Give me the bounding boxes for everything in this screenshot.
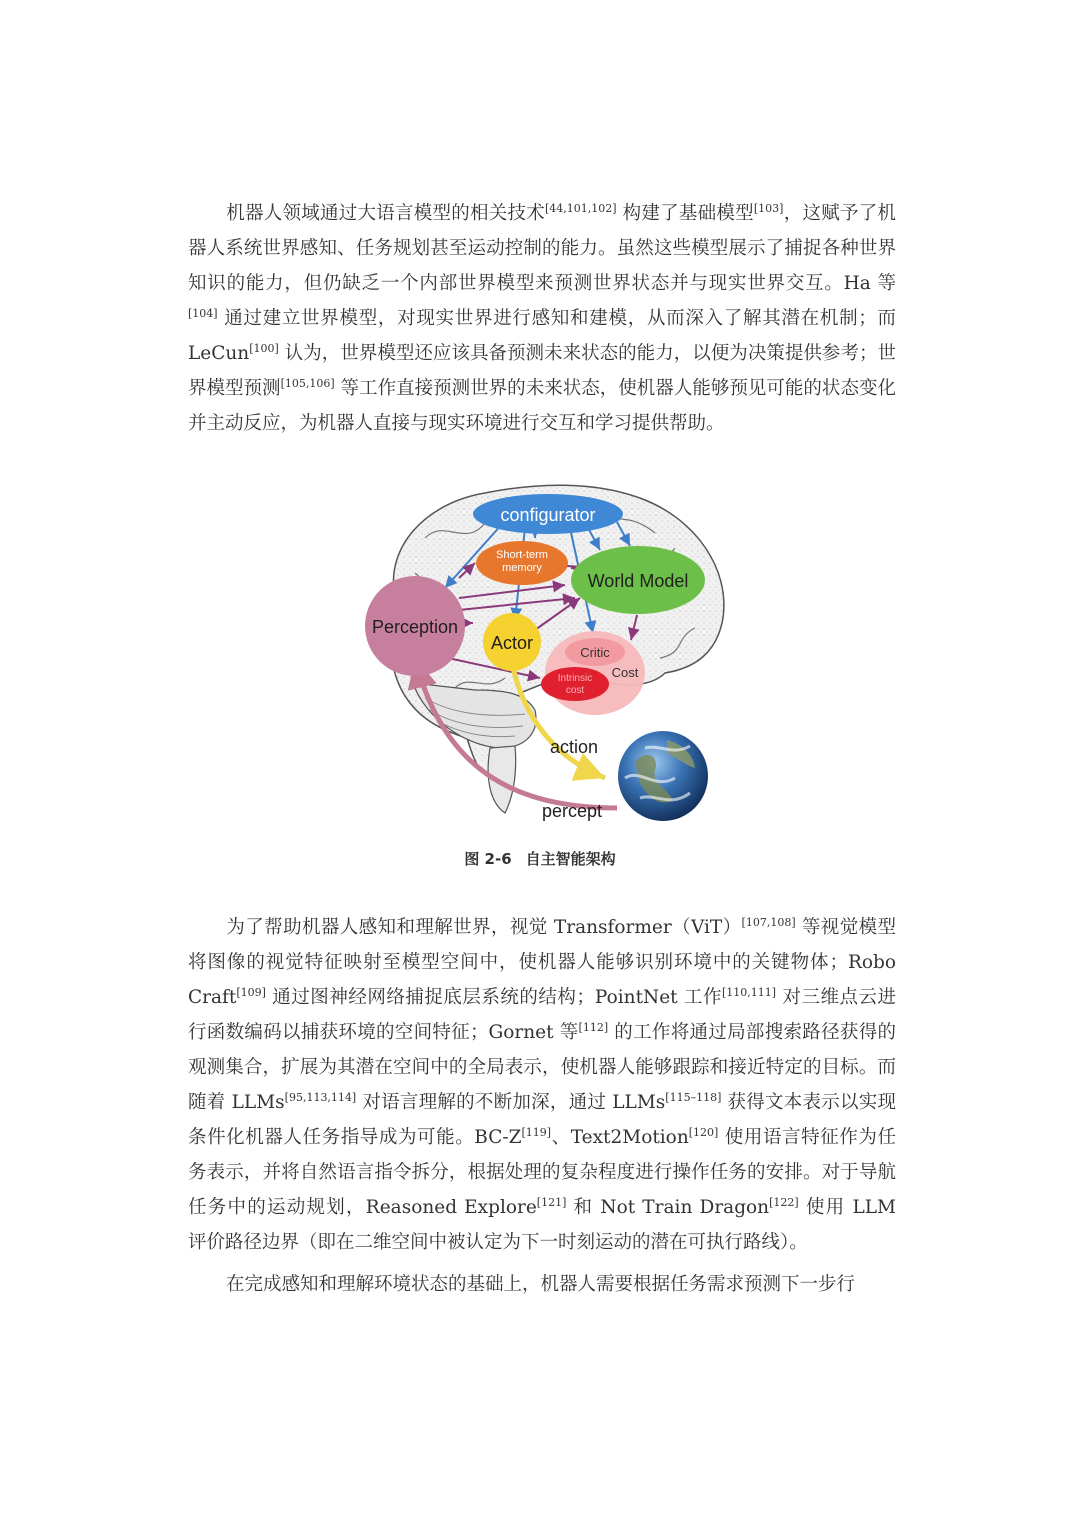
paragraph-text: ，这赋予了机器人系统世界感知、任务规划甚至运动控制的能力。虽然这些模型展示了捕捉各种世界知识的能力，但仍缺乏一个内部世界模型来预测世界状态并与现实世界交互。Ha 等: [188, 203, 896, 294]
perception-label: Perception: [371, 617, 459, 637]
figure-caption-number: 图 2-6: [464, 850, 512, 868]
paragraph-text: 、Text2Motion: [551, 1127, 689, 1148]
citation-ref: [107,108]: [741, 916, 796, 929]
paragraph-text: 在完成感知和理解环境状态的基础上，机器人需要根据任务需求预测下一步行: [226, 1274, 856, 1295]
critic-label: Critic: [580, 645, 610, 660]
paragraph-text: 构建了基础模型: [616, 203, 754, 224]
paragraph-text: 等视觉模型将图像的视觉特征映射至模型空间中，使机器人能够识别环境中的关键物体；Robo Craft: [188, 917, 896, 1008]
paragraph-text: 等工作直接预测世界的未来状态，使机器人能够预见可能的状态变化并主动反应，为机器人直接与现实环境进行交互和学习提供帮助。: [188, 378, 896, 434]
paragraph-text: 机器人领域通过大语言模型的相关技术: [226, 203, 545, 224]
intrinsic-cost-label-1: Intrinsic: [557, 673, 593, 684]
paragraph-text: 使用语言特征作为任务表示，并将自然语言指令拆分，根据处理的复杂程度进行操作任务的安排。对于导航任务中的运动规划，Reasoned Explore: [188, 1127, 896, 1218]
citation-ref: [122]: [769, 1196, 799, 1209]
citation-ref: [44,101,102]: [544, 202, 617, 215]
action-label: action: [549, 737, 599, 757]
citation-ref: [120]: [688, 1126, 719, 1139]
paragraph-text: 获得文本表示以实现条件化机器人任务指导成为可能。BC-Z: [188, 1092, 897, 1148]
citation-ref: [105,106]: [280, 377, 335, 390]
paragraph-text: 通过图神经网络捕捉底层系统的结构；PointNet 工作: [265, 987, 722, 1008]
perception-node: [365, 576, 465, 676]
paragraph-text: 通过建立世界模型，对现实世界进行感知和建模，从而深入了解其潜在机制；而 LeCun: [188, 308, 896, 364]
paragraph-text: 对语言理解的不断加深，通过 LLMs: [356, 1092, 666, 1113]
paragraph-text: 使用 LLM 评价路径边界（即在二维空间中被认定为下一时刻运动的潜在可执行路线）。: [188, 1197, 896, 1253]
citation-ref: [95,113,114]: [284, 1091, 357, 1104]
citation-ref: [119]: [521, 1126, 552, 1139]
citation-ref: [121]: [536, 1196, 567, 1209]
world-model-node: [571, 546, 705, 614]
citation-ref: [100]: [249, 342, 279, 355]
citation-ref: [103]: [753, 202, 784, 215]
paragraph-text: 对三维点云进行函数编码以捕获环境的空间特征；Gornet 等: [188, 987, 897, 1043]
short-term-memory-label-1: Short-term: [496, 549, 548, 561]
citation-ref: [110,111]: [722, 986, 777, 999]
actor-label: Actor: [490, 633, 534, 653]
figure-caption: [0, 848, 1080, 869]
paragraph-2: [188, 910, 896, 1260]
paragraph-text: 的工作将通过局部搜索路径获得的观测集合，扩展为其潜在空间中的全局表示，使机器人能够跟踪和接近特定的目标。而随着 LLMs: [188, 1022, 896, 1113]
percept-label: percept: [541, 801, 603, 821]
paragraph-text: 和 Not Train Dragon: [566, 1197, 770, 1218]
figure-caption-title: 自主智能架构: [525, 850, 616, 868]
architecture-figure: [355, 478, 725, 833]
paragraph-3: [188, 1267, 896, 1302]
cost-label: Cost: [611, 665, 639, 680]
citation-ref: [112]: [578, 1021, 609, 1034]
architecture-diagram: [355, 478, 725, 833]
short-term-memory-node: [476, 541, 568, 585]
configurator-node: [473, 494, 623, 534]
paragraph-text: 为了帮助机器人感知和理解世界，视觉 Transformer（ViT）: [226, 917, 742, 938]
citation-ref: [115–118]: [665, 1091, 722, 1104]
world-model-label: World Model: [587, 571, 689, 591]
short-term-memory-label-2: memory: [502, 562, 542, 574]
configurator-label: configurator: [500, 505, 596, 525]
earth-image: [618, 731, 708, 821]
paragraph-text: 认为，世界模型还应该具备预测未来状态的能力，以便为决策提供参考；世界模型预测: [188, 343, 896, 399]
actor-node: [483, 613, 541, 671]
citation-ref: [109]: [236, 986, 266, 999]
citation-ref: [104]: [188, 307, 218, 320]
intrinsic-cost-label-2: cost: [565, 685, 585, 696]
paragraph-1: [188, 196, 896, 441]
